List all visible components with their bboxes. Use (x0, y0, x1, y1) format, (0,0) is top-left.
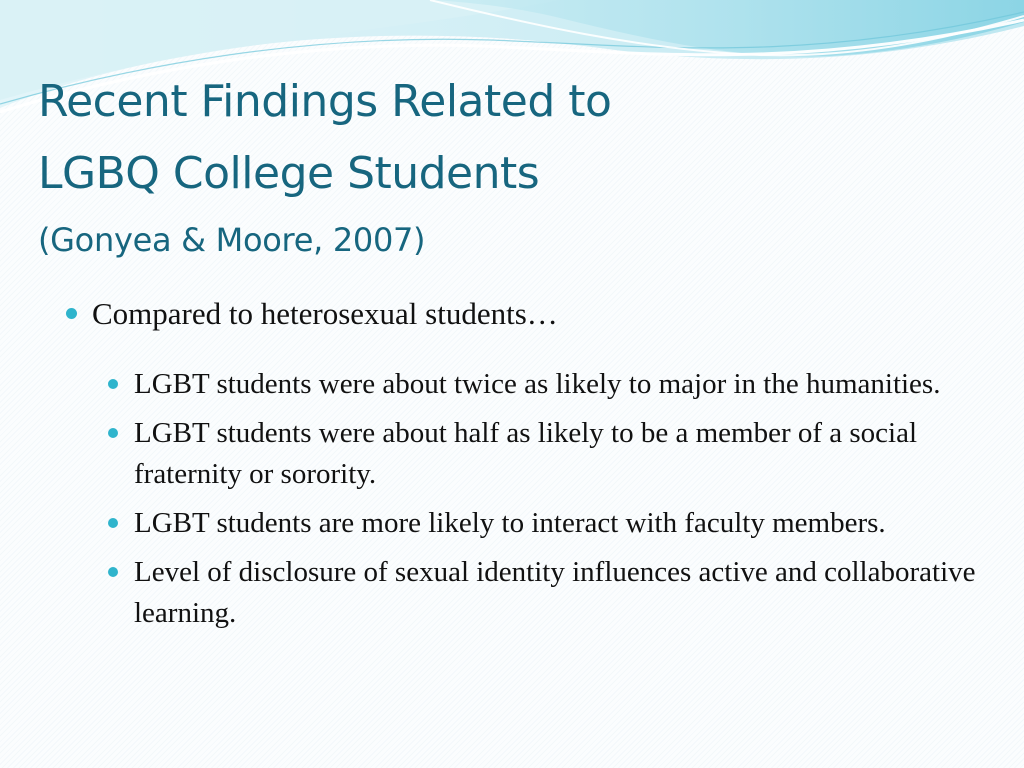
bullet-list (66, 294, 986, 642)
bullet-dot-icon (108, 379, 118, 389)
sub-bullet-text: Level of disclosure of sexual identity influences active and collaborative learning. (134, 556, 976, 629)
sub-bullet-text: LGBT students were about twice as likely to major in the humanities. (134, 368, 941, 400)
sub-bullet-4 (108, 552, 986, 634)
title-line-2: LGBQ College Students (38, 148, 540, 199)
bullet-dot-icon (108, 518, 118, 528)
citation: (Gonyea & Moore, 2007) (38, 221, 426, 259)
sub-bullet-2 (108, 413, 986, 495)
main-bullet (66, 294, 986, 334)
sub-bullet-text: LGBT students were about half as likely to be a member of a social fraternity or sorority. (134, 417, 918, 490)
bullet-dot-icon (108, 567, 118, 577)
main-bullet-text: Compared to heterosexual students… (92, 296, 558, 331)
bullet-dot-icon (66, 308, 77, 319)
sub-bullet-list (66, 364, 986, 634)
sub-bullet-text: LGBT students are more likely to interact with faculty members. (134, 507, 886, 539)
sub-bullet-3 (108, 503, 986, 544)
slide-title (38, 66, 611, 210)
sub-bullet-1 (108, 364, 986, 405)
title-line-1: Recent Findings Related to (38, 76, 612, 127)
bullet-dot-icon (108, 428, 118, 438)
